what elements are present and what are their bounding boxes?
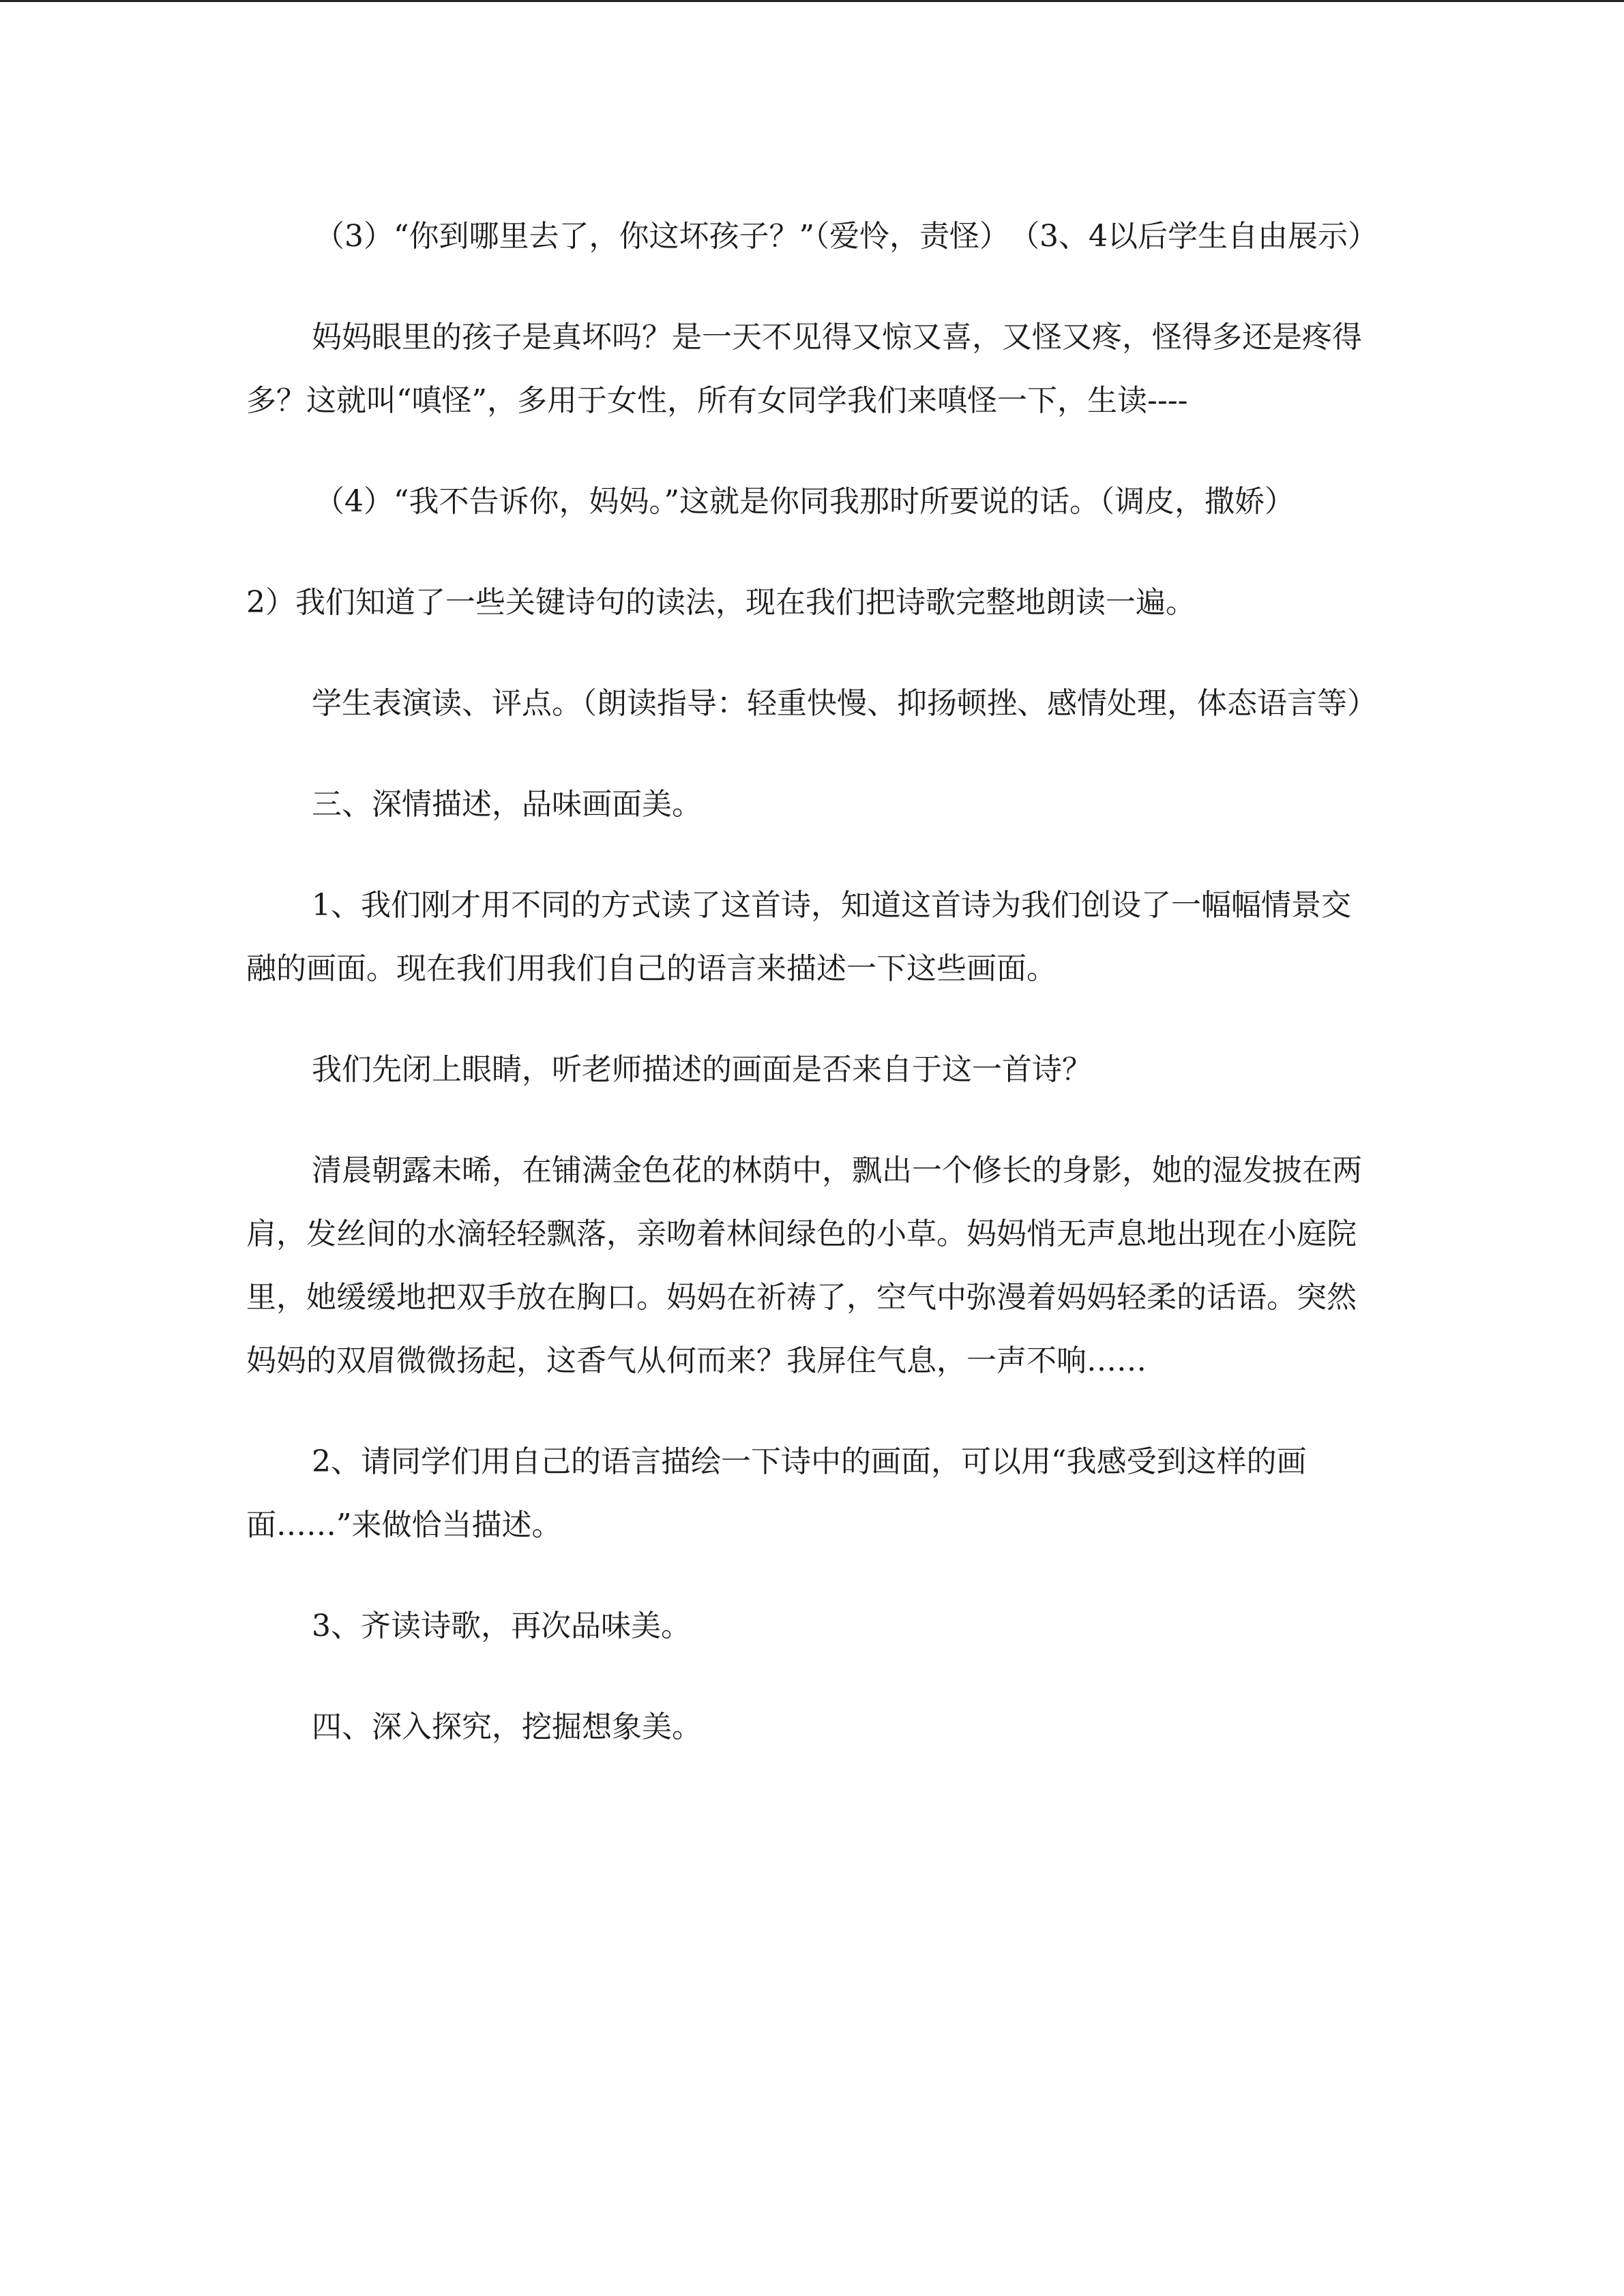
top-border-line [0, 0, 1624, 2]
section-heading-3: 三、深情描述，品味画面美。 [312, 787, 702, 822]
paragraph-1: （3）“你到哪里去了，你这坏孩子？”（爱怜，责怪） （3、4以后学生自由展示） [314, 219, 1378, 254]
paragraph-11: 3、齐读诗歌，再次品味美。 [312, 1609, 691, 1643]
paragraph-7: 1、我们刚才用不同的方式读了这首诗，知道这首诗为我们创设了一幅幅情景交融的画面。现在我们用我们自己的语言来描述一下这些画面。 [246, 888, 1351, 986]
paragraph-5: 学生表演读、评点。（朗读指导：轻重快慢、抑扬顿挫、感情处理，体态语言等） [312, 686, 1377, 721]
paragraph-4: 2）我们知道了一些关键诗句的读法，现在我们把诗歌完整地朗读一遍。 [246, 585, 1196, 620]
paragraph-9: 清晨朝露未晞，在铺满金色花的林荫中，飘出一个修长的身影，她的湿发披在两肩，发丝间的水滴轻轻飘落，亲吻着林间绿色的小草。妈妈悄无声息地出现在小庭院里，她缓缓地把双手放在胸口。妈妈在祈祷了，空气中弥漫着妈妈轻柔的话语。突然妈妈的双眉微微扬起，这香气从何而来？我屏住气息，一声不响…… [246, 1153, 1362, 1378]
document-body [246, 205, 1378, 1759]
paragraph-2: 妈妈眼里的孩子是真坏吗？是一天不见得又惊又喜，又怪又疼，怪得多还是疼得多？这就叫“嗔怪”，多用于女性，所有女同学我们来嗔怪一下，生读---- [246, 320, 1362, 418]
section-heading-4: 四、深入探究，挖掘想象美。 [312, 1710, 702, 1744]
paragraph-10: 2、请同学们用自己的语言描绘一下诗中的画面，可以用“我感受到这样的画面……”来做恰当描述。 [246, 1444, 1307, 1542]
paragraph-8: 我们先闭上眼睛，听老师描述的画面是否来自于这一首诗？ [312, 1052, 1092, 1087]
paragraph-3: （4）“我不告诉你，妈妈。”这就是你同我那时所要说的话。（调皮，撒娇） [314, 484, 1295, 519]
